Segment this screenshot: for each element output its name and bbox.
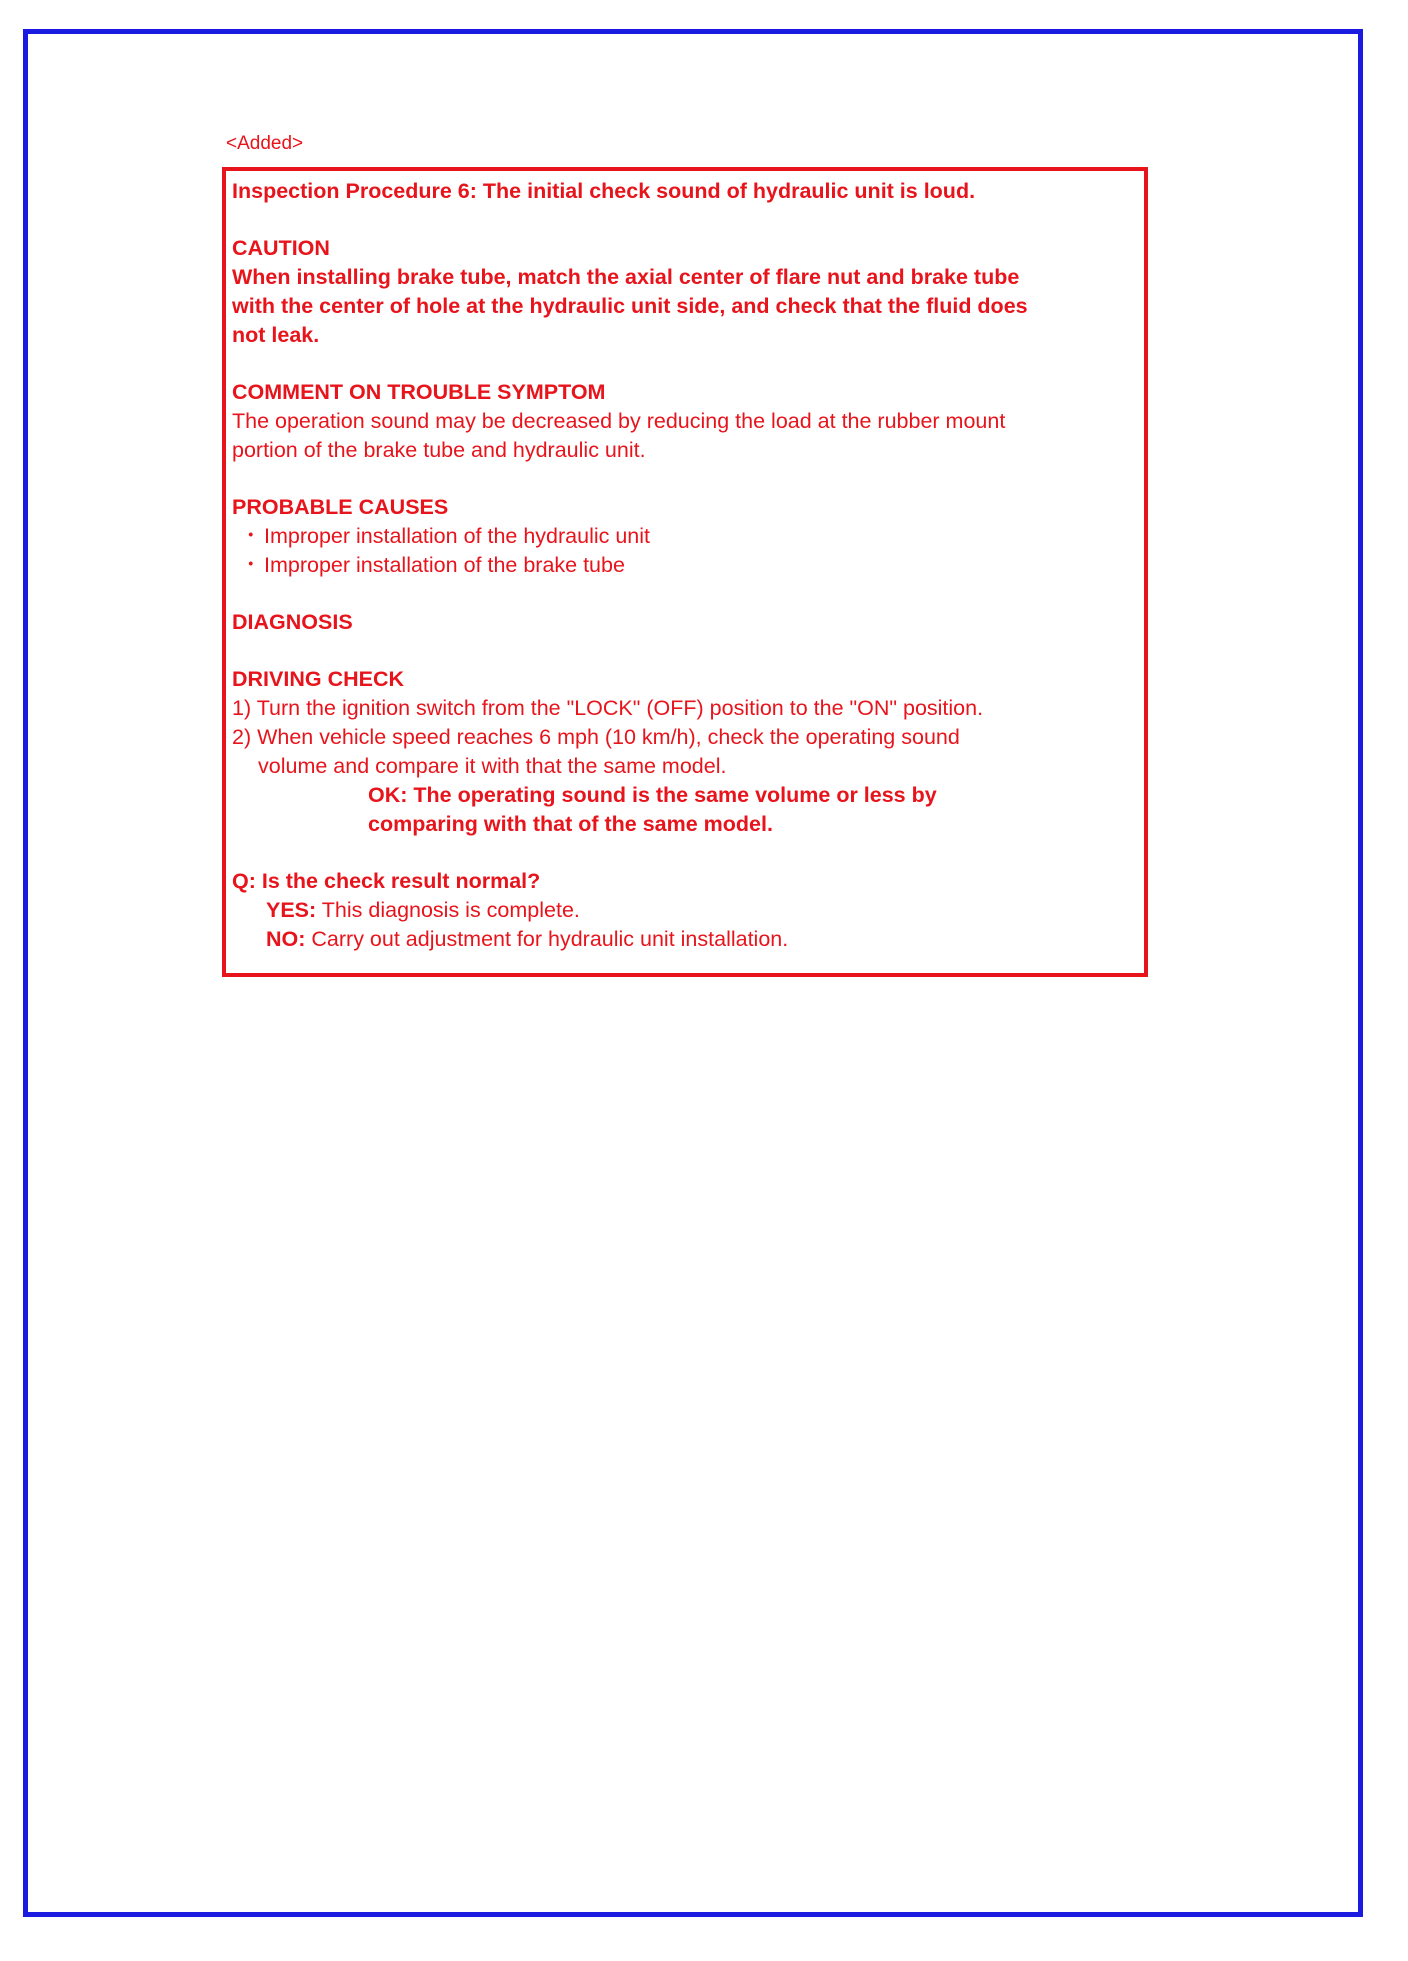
no-text: Carry out adjustment for hydraulic unit installation. (311, 927, 789, 951)
diagnosis-heading: DIAGNOSIS (232, 610, 353, 634)
ok-text: The operating sound is the same volume or less by (413, 783, 937, 807)
step-2: 2) When vehicle speed reaches 6 mph (10 km/h), check the operating sound (232, 725, 960, 749)
ok-label: OK: (368, 783, 408, 807)
step-2-continued: volume and compare it with that the same model. (258, 754, 727, 778)
cause-text: Improper installation of the hydraulic unit (264, 524, 651, 548)
bullet-marker: ・ (240, 524, 262, 548)
comment-line: portion of the brake tube and hydraulic unit. (232, 438, 646, 462)
comment-heading: COMMENT ON TROUBLE SYMPTOM (232, 380, 606, 404)
driving-check-heading: DRIVING CHECK (232, 667, 405, 691)
bullet-marker: ・ (240, 553, 262, 577)
comment-line: The operation sound may be decreased by reducing the load at the rubber mount (232, 409, 1006, 433)
inspection-procedure-box (222, 167, 1148, 977)
caution-heading: CAUTION (232, 236, 330, 260)
probable-causes-heading: PROBABLE CAUSES (232, 495, 449, 519)
check-question: Q: Is the check result normal? (232, 869, 541, 893)
procedure-title: Inspection Procedure 6: The initial check sound of hydraulic unit is loud. (232, 179, 976, 203)
step-1: 1) Turn the ignition switch from the "LOCK" (OFF) position to the "ON" position. (232, 696, 984, 720)
ok-criteria (232, 781, 1138, 810)
cause-item (232, 551, 1138, 580)
cause-item (232, 522, 1138, 551)
no-answer (232, 925, 1138, 954)
yes-label: YES: (266, 898, 317, 922)
ok-criteria-continued: comparing with that of the same model. (368, 812, 773, 836)
caution-line: When installing brake tube, match the axial center of flare nut and brake tube (232, 265, 1020, 289)
added-tag: <Added> (226, 133, 304, 154)
no-label: NO: (266, 927, 306, 951)
yes-answer (232, 896, 1138, 925)
caution-line: with the center of hole at the hydraulic unit side, and check that the fluid does (232, 294, 1028, 318)
cause-text: Improper installation of the brake tube (264, 553, 625, 577)
yes-text: This diagnosis is complete. (321, 898, 580, 922)
caution-line: not leak. (232, 323, 320, 347)
